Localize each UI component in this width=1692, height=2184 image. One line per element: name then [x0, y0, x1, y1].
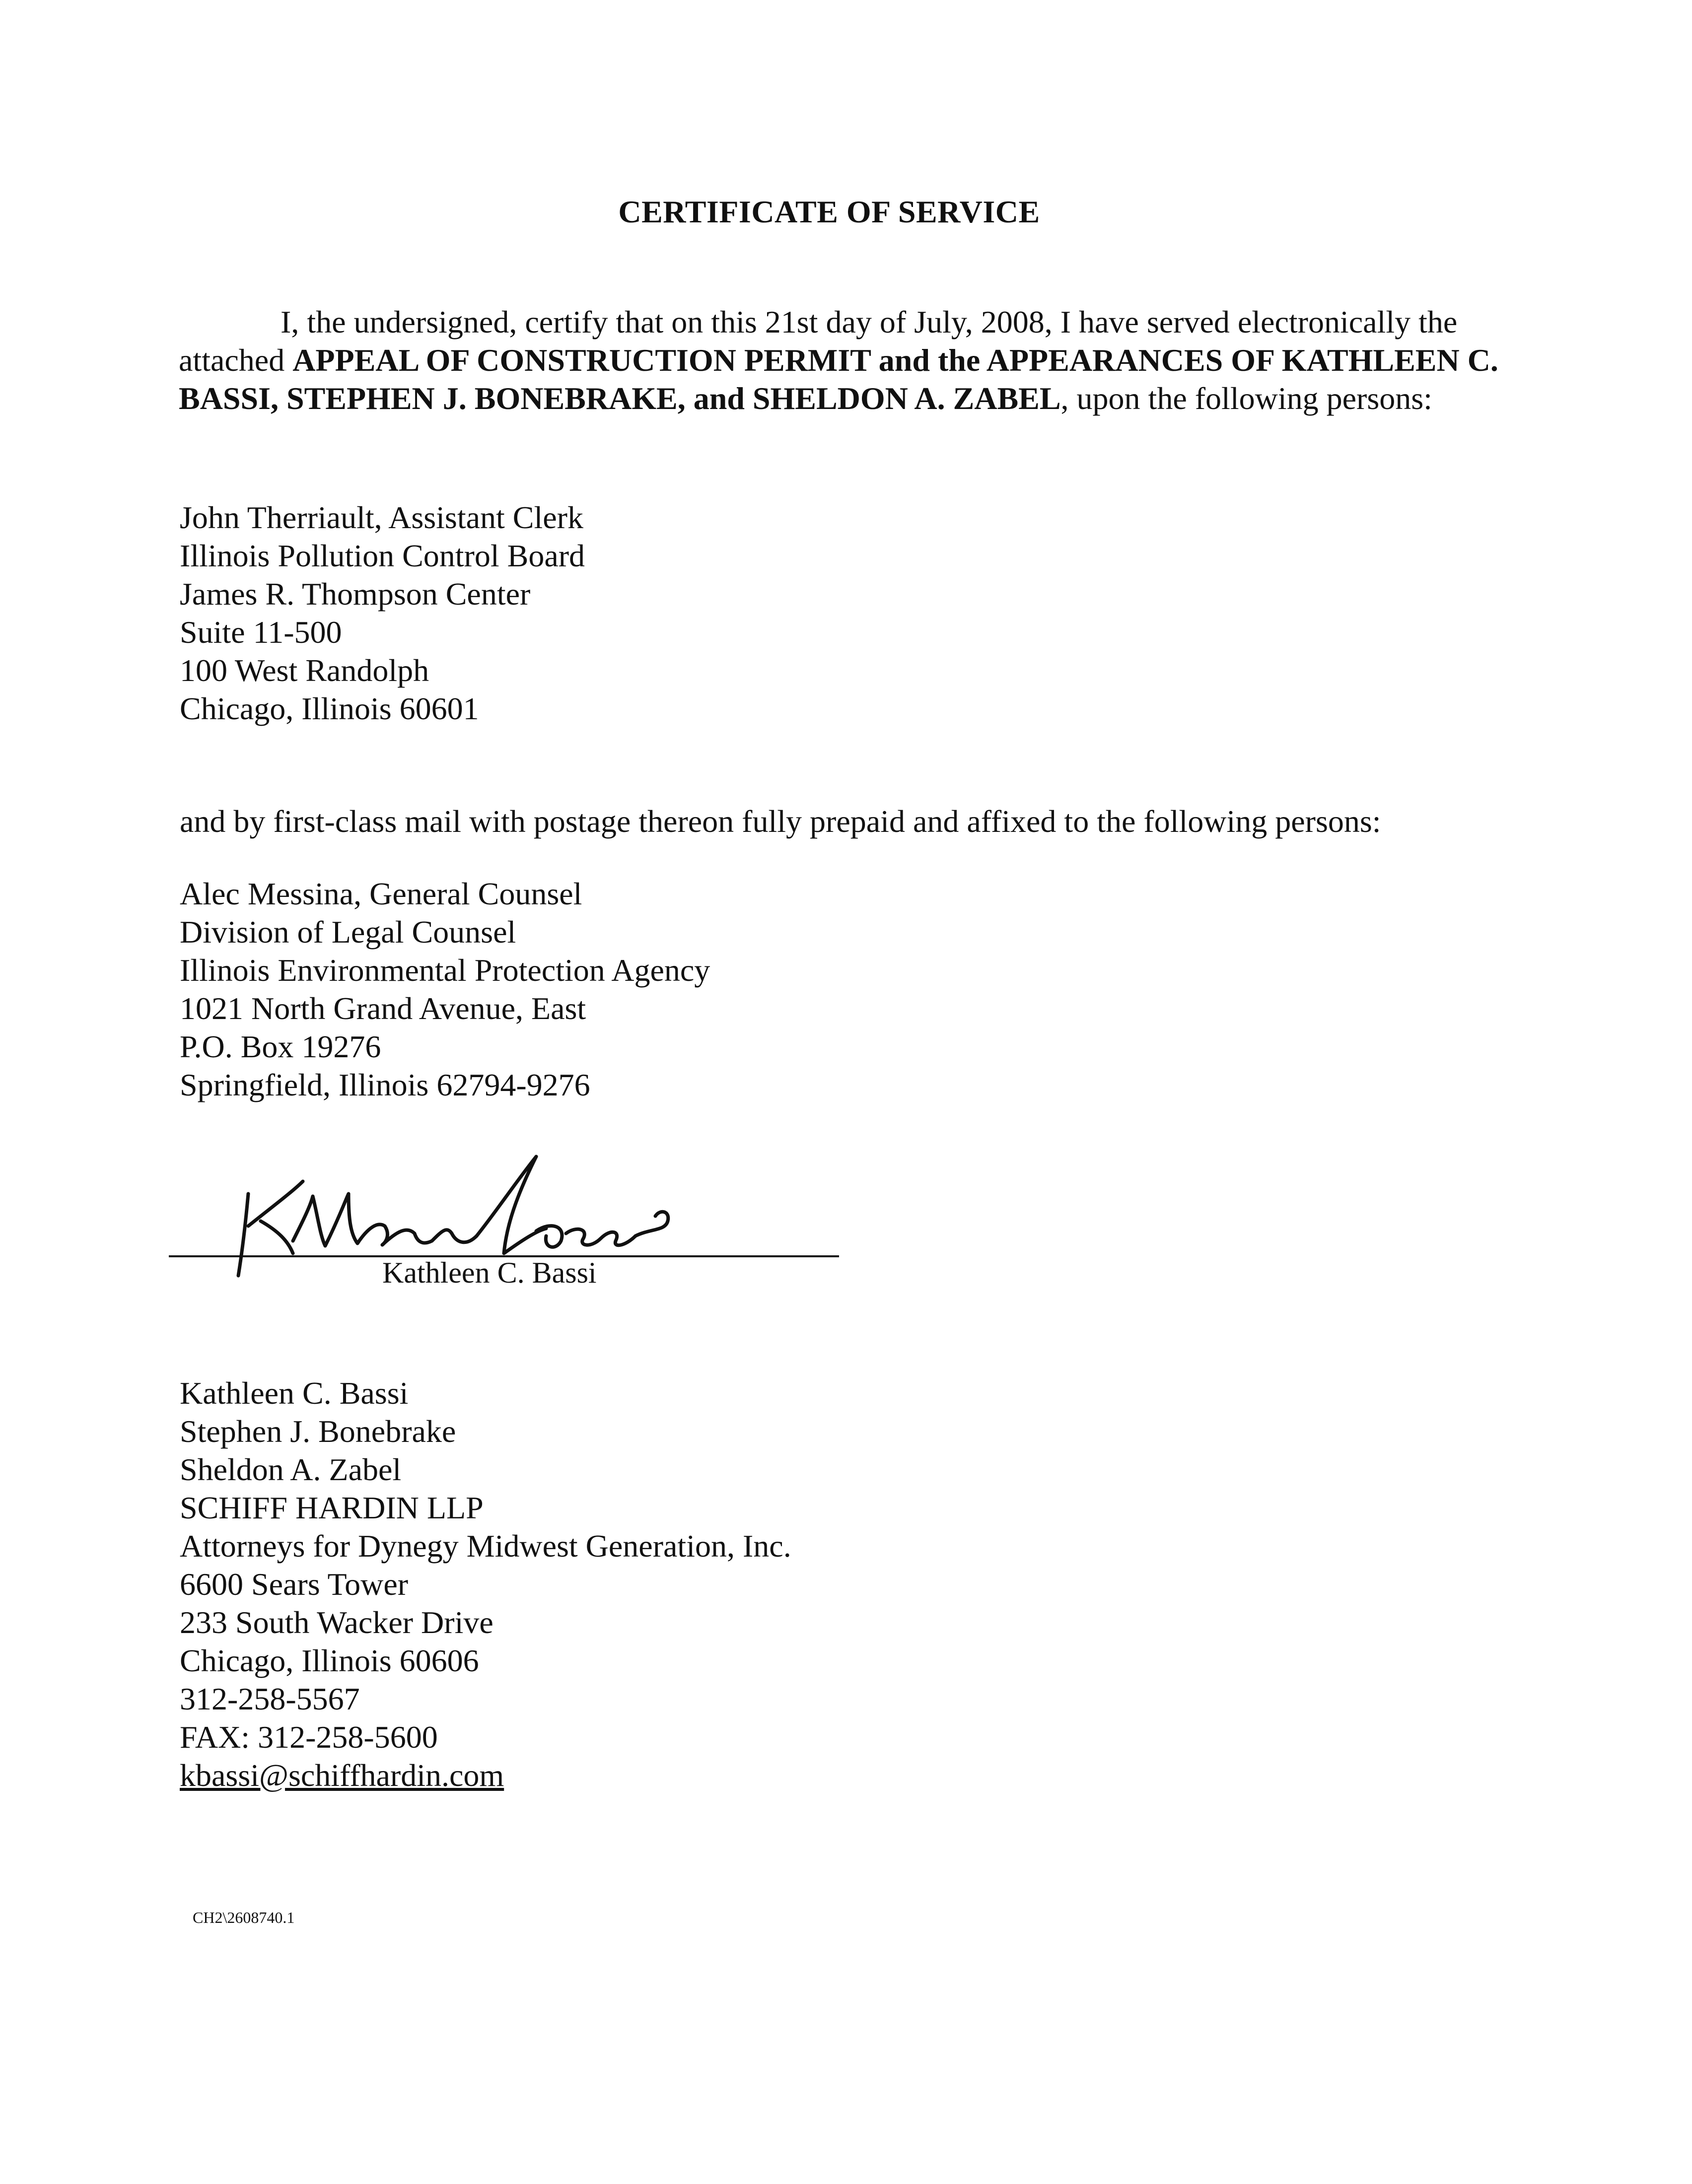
recipient-address-1: [180, 498, 585, 728]
signatory-line: 6600 Sears Tower: [180, 1567, 409, 1602]
signature-stroke: [238, 1181, 303, 1276]
signatory-line: Chicago, Illinois 60606: [180, 1643, 479, 1678]
recipient-address-2: [180, 875, 710, 1104]
signature-stroke: [293, 1194, 387, 1246]
document-title: CERTIFICATE OF SERVICE: [618, 194, 1040, 229]
address-line: P.O. Box 19276: [180, 1029, 381, 1064]
address-line: Illinois Pollution Control Board: [180, 538, 585, 573]
document-id: CH2\2608740.1: [193, 1909, 295, 1926]
address-line: 1021 North Grand Avenue, East: [180, 991, 586, 1026]
signatory-line: Sheldon A. Zabel: [180, 1452, 402, 1487]
address-line: Chicago, Illinois 60601: [180, 691, 479, 726]
signature-stroke: [382, 1230, 477, 1245]
intro-text-2: , upon the following persons:: [1060, 381, 1432, 416]
address-line: Alec Messina, General Counsel: [180, 876, 582, 911]
address-line: Division of Legal Counsel: [180, 914, 516, 950]
address-line: Illinois Environmental Protection Agency: [180, 953, 710, 988]
signature-stroke: [477, 1157, 546, 1253]
certification-paragraph: [179, 303, 1519, 417]
address-line: John Therriault, Assistant Clerk: [180, 500, 583, 535]
address-line: 100 West Randolph: [180, 653, 429, 688]
signatory-block: [180, 1374, 791, 1794]
signatory-line: Kathleen C. Bassi: [180, 1375, 409, 1411]
signature-stroke: [635, 1212, 668, 1236]
mail-statement: and by first-class mail with postage thereon fully prepaid and affixed to the following persons:: [180, 804, 1381, 839]
signatory-line: 312-258-5567: [180, 1681, 360, 1716]
intro-text-1: I, the undersigned, certify that on this 21st day of July, 2008, I have served electronically the attached: [179, 304, 1458, 378]
signatory-line: Attorneys for Dynegy Midwest Generation, Inc.: [180, 1528, 791, 1564]
signature-printed-name: Kathleen C. Bassi: [382, 1256, 597, 1289]
address-line: James R. Thompson Center: [180, 576, 531, 612]
signatory-line: 233 South Wacker Drive: [180, 1605, 494, 1640]
signatory-line: FAX: 312-258-5600: [180, 1719, 438, 1755]
signatory-line: SCHIFF HARDIN LLP: [180, 1490, 484, 1525]
signature-stroke: [536, 1226, 635, 1247]
address-line: Springfield, Illinois 62794-9276: [180, 1067, 590, 1102]
signatory-line: Stephen J. Bonebrake: [180, 1414, 456, 1449]
email-link[interactable]: kbassi@schiffhardin.com: [180, 1758, 504, 1793]
intro-bold-documents: APPEAL OF CONSTRUCTION PERMIT and the APPEARANCES OF KATHLEEN C. BASSI, STEPHEN J. BONEBRAKE, and SHELDON A. ZABEL: [179, 342, 1498, 416]
address-line: Suite 11-500: [180, 614, 342, 650]
